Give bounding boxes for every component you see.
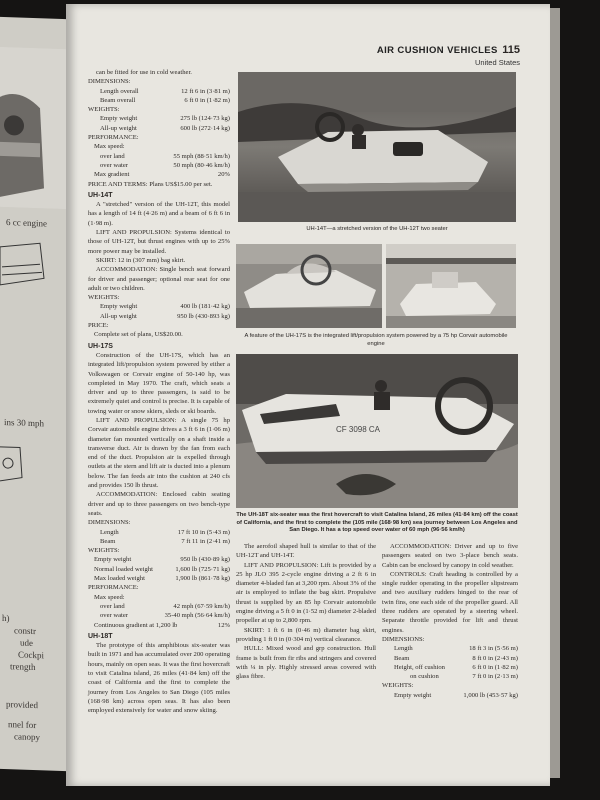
facing-fragment: constr <box>14 625 36 637</box>
caption-photo-3: The UH-18T six-seater was the first hovercraft to visit Catalina Island, 26 miles (41·84 km) off the coast of California, and the first to complete the (105 mile (168·98 km) sea journey between Los Angeles and San Diego. It has a top speed over water of 60 mph (96·56 km/h) <box>236 512 518 533</box>
facing-fragment: Cockpi <box>18 649 44 661</box>
section-heading-uh18t: UH-18T <box>88 632 113 640</box>
paragraph: ACCOMMODATION: Enclosed cabin seating driver and up to three passengers on two bench-type seats. <box>88 491 230 517</box>
dim-heading: DIMENSIONS: <box>382 635 425 643</box>
paragraph: SKIRT: 1 ft 6 in (0·46 m) diameter bag skirt, providing 1 ft 0 in (0·304 m) vertical clearance. <box>236 626 376 643</box>
spec-row: Max gradient 20% <box>94 171 230 179</box>
spec-row: Length overall 12 ft 6 in (3·81 m) <box>100 87 230 95</box>
facing-fragment: h) <box>2 612 10 624</box>
spec-row: Empty weight 1,000 lb (453·57 kg) <box>394 691 518 699</box>
photo-uh18t <box>236 354 518 508</box>
performance-heading: PERFORMANCE: <box>88 134 139 142</box>
paragraph: SKIRT: 12 in (307 mm) bag skirt. <box>96 256 186 264</box>
column-3 <box>382 542 518 700</box>
price-row: Complete set of plans, US$20.00. <box>94 331 183 339</box>
dim-heading: DIMENSIONS: <box>88 78 131 86</box>
spec-row: Beam 8 ft 0 in (2·43 m) <box>394 654 518 662</box>
book-page <box>66 4 550 786</box>
spec-row: Empty weight 950 lb (430·89 kg) <box>94 556 230 564</box>
spec-row: over water 50 mph (80·46 km/h) <box>100 161 230 169</box>
spec-row: over land 42 mph (67·59 km/h) <box>100 602 230 610</box>
paragraph: LIFT AND PROPULSION: Systems identical to those of UH-12T, but thrust engines with up to 25% more power may be installed. <box>88 229 230 255</box>
intro-text: can be fitted for use in cold weather. <box>96 69 192 76</box>
spec-row: Beam overall 6 ft 0 in (1·82 m) <box>100 96 230 104</box>
spec-row: Max loaded weight 1,900 lb (861·78 kg) <box>94 575 230 583</box>
facing-fragment: 6 cc engine <box>6 217 47 229</box>
spec-row: Normal loaded weight 1,600 lb (725·71 kg) <box>94 565 230 573</box>
spec-row: Length 18 ft 3 in (5·56 m) <box>394 645 518 653</box>
page-number: 115 <box>502 44 520 56</box>
spec-row: Continuous gradient at 1,200 lb 12% <box>94 621 230 629</box>
spec-row: Empty weight 275 lb (124·73 kg) <box>100 115 230 123</box>
facing-page-diagram-2 <box>0 437 66 499</box>
dim-heading: DIMENSIONS: <box>88 519 131 527</box>
paragraph: A "stretched" version of the UH-12T, this model has a length of 14 ft (4·26 m) and a beam of 6 ft 6 in (1·98 m). <box>88 201 230 227</box>
spec-row: Empty weight 400 lb (181·42 kg) <box>100 303 230 311</box>
facing-fragment: ins 30 mph <box>4 416 45 429</box>
section-heading-uh17s: UH-17S <box>88 342 113 350</box>
price-heading: PRICE: <box>88 322 109 330</box>
spec-row: Beam 7 ft 11 in (2·41 m) <box>100 537 230 545</box>
facing-page <box>0 17 66 771</box>
weights-heading: WEIGHTS: <box>88 547 120 555</box>
facing-fragment: canopy <box>14 731 40 743</box>
section-heading-uh14t: UH-14T <box>88 191 113 199</box>
spec-row: All-up weight 950 lb (430·893 kg) <box>100 312 230 320</box>
facing-fragment: nnel for <box>8 719 37 731</box>
spec-subhead: Max speed: <box>94 143 125 151</box>
caption-photo-1: UH-14T—a stretched version of the UH-12T two seater <box>306 226 448 232</box>
facing-fragment: provided <box>6 699 38 711</box>
facing-page-photo <box>0 47 66 209</box>
facing-fragment: ude <box>20 637 33 648</box>
spec-row: over land 55 mph (88·51 km/h) <box>100 152 230 160</box>
header-title: AIR CUSHION VEHICLES <box>376 45 498 56</box>
spec-subhead: Max speed: <box>94 593 125 601</box>
paragraph: ACCOMMODATION: Driver and up to five passengers seated on two 3-place bench seats. Cabin can be enclosed by canopy in cold weather. <box>382 543 518 569</box>
paragraph: LIFT AND PROPULSION: Lift is provided by a 25 hp JLO 395 2-cycle engine driving a 2 ft 6 in diameter 4-bladed fan at 3,200 rpm. About 3% of the air is employed to inflate the bag skirt. Propulsive thrust is supplied by an 85 hp Corvair automobile engine driving a 5 ft 0 in (1·52 m) diameter 2-bladed propeller at up to 2,800 rpm. <box>236 561 376 625</box>
photo-uh17s-b <box>386 244 516 328</box>
paragraph: HULL: Mixed wood and grp construction. Hull frame is built from fir ribs and stringers and covered with ¼ in ply. Highly stressed areas covered with glass fibre. <box>236 645 376 681</box>
performance-heading: PERFORMANCE: <box>88 584 139 592</box>
spec-row: over water 35-40 mph (56·64 km/h) <box>100 612 230 620</box>
caption-photo-2: A feature of the UH-17S is the integrated lift/propulsion system powered by a 75 hp Corvair automobile engine <box>244 333 508 347</box>
weights-heading: WEIGHTS: <box>88 294 120 302</box>
facing-fragment: trength <box>10 661 36 673</box>
paragraph: The prototype of this amphibious six-seater was built in 1971 and has accumulated over 200 operating hours, mainly on open seas. It was the first hovercraft to visit Catalina island, 26 miles (41·84 km) off the coast of California and the first to complete the journey from Los Angeles to San Diego (105 miles (168·98 km) across open seas. It has also been employed extensively for water and snow skiing. <box>88 642 230 715</box>
spec-row: Height, off cushion 6 ft 0 in (1·82 m) <box>394 663 518 671</box>
spec-row: on cushion 7 ft 0 in (2·13 m) <box>410 673 518 681</box>
price-text: PRICE AND TERMS: Plans US$15.00 per set. <box>88 180 213 188</box>
book-edge <box>550 8 560 778</box>
paragraph: ACCOMMODATION: Single bench seat forward for driver and passenger; optional rear seat for one adult or two children. <box>88 266 230 292</box>
weights-heading: WEIGHTS: <box>382 682 414 690</box>
header-subtitle: United States <box>474 58 520 67</box>
column-2 <box>236 542 376 681</box>
paragraph: The aerofoil shaped hull is similar to that of the UH-12T and UH-14T. <box>236 543 376 560</box>
paragraph: LIFT AND PROPULSION: A single 75 hp Corvair automobile engine drives a 3 ft 6 in (1·06 m) diameter fan mounted vertically on a shaft inside a transverse duct. Air is drawn by the fan from each end of the duct. Propulsion air is expelled through outlets at the stern and lift air is ducted into a plenum below. The fan feeds air into the cushion at 240 cfs and provides 150 lb thrust. <box>88 416 230 490</box>
running-header <box>377 40 520 67</box>
photo-uh17s-a <box>236 244 382 328</box>
photo-uh14t <box>238 72 516 222</box>
spec-row: Length 17 ft 10 in (5·43 m) <box>100 528 230 536</box>
facing-page-diagram <box>0 237 66 309</box>
spec-row: All-up weight 600 lb (272·14 kg) <box>100 124 230 132</box>
weights-heading: WEIGHTS: <box>88 106 120 114</box>
paragraph: Construction of the UH-17S, which has an integrated lift/propulsion system powered by either a Volkswagen or Corvair engine of 50-140 hp, was completed in May 1970. The craft, which seats a driver and up to three passengers, is said to be extremely quiet and control is precise. It is capable of towing water or snow skiers, sleds or ski boards. <box>88 351 230 415</box>
column-1 <box>88 68 230 715</box>
hull-registration: CF 3098 CA <box>336 425 381 434</box>
paragraph: CONTROLS: Craft heading is controlled by a single rudder operating in the propeller slipstream and two auxiliary rudders hinged to the rear of twin fins, one each side of the propeller guard. All three rudders are operated by a steering wheel. Separate throttle provided for lift and thrust engines. <box>382 570 518 634</box>
